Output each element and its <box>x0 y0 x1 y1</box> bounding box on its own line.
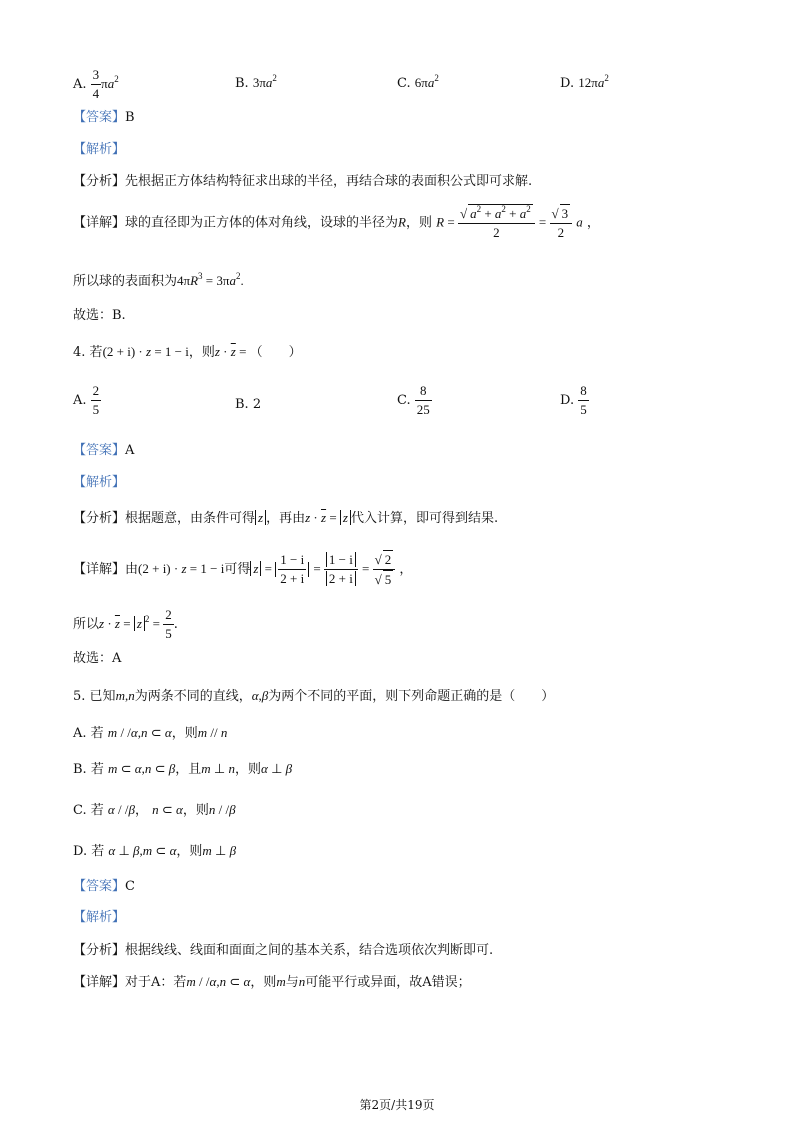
q3-xiangjie: 【详解】球的直径即为正方体的体对角线，设球的半径为R，则 R = $\frac{√ a^2 + a^2 + a^2}{2}$ = $\frac{√ 3}{2}$ a ， <box>73 204 600 240</box>
q4-option-d: D. $\frac{8}{5}$ <box>560 383 587 417</box>
q5-option-c: C. 若 α / /β， n ⊂ α，则n / /β <box>73 802 236 818</box>
q4-fenxi: 【分析】根据题意，由条件可得 z ，再由$z \cdot \overline{z} = z$ 代入计算，即可得到结果. <box>73 510 499 526</box>
q3-jiexi-heading: 【解析】 <box>73 142 126 157</box>
q4-option-c: C. $\frac{8}{25}$ <box>397 383 430 417</box>
fraction-8-5: $\frac{8}{5}$ <box>580 383 587 417</box>
q3-option-c: C. $6\pi a^2$ <box>397 73 439 91</box>
q5-option-a: A. 若 m / /α,n ⊂ α，则m // n <box>73 725 228 741</box>
page-footer: 第2页/共19页 <box>359 1098 435 1112</box>
q4-stem: 4. 若(2 + i) · z = 1 − i，则$z \cdot \overline{z}$ = （ ） <box>73 344 302 360</box>
q5-answer: 【答案】C <box>73 879 135 894</box>
q4-answer: 【答案】A <box>73 443 135 458</box>
q3-option-a: A. $\frac{3}{4}$ $\pi a^2$ <box>73 67 119 101</box>
q5-fenxi: 【分析】根据线线、线面和面面之间的基本关系，结合选项依次判断即可. <box>73 943 494 958</box>
fraction-2-5: $\frac{2}{5}$ <box>92 383 100 417</box>
q3-conclusion: 所以球的表面积为$4\pi R^3 = 3\pi a^2$. <box>73 271 244 289</box>
q5-jiexi-heading: 【解析】 <box>73 910 126 925</box>
q4-xiangjie: 【详解】由(2 + i) · z = 1 − i可得 z = $\frac{1 - i}{2 + i}$ = $\frac{1 - i}{2 + i}$ = $\frac{√ 2}{√ 5}$ ， <box>73 552 413 587</box>
q3-option-b: B. $3\pi a^2$ <box>235 73 277 91</box>
q5-option-b: B. 若 m ⊂ α,n ⊂ β，且m ⊥ n，则α ⊥ β <box>73 761 293 777</box>
q3-option-d: D. $12\pi a^2$ <box>560 73 609 91</box>
q5-xiangjie: 【详解】对于A：若m / /α,n ⊂ α，则m与n可能平行或异面，故A错误； <box>73 974 471 990</box>
q4-option-b: B. 2 <box>235 397 262 412</box>
q4-option-a: A. $\frac{2}{5}$ <box>73 383 100 417</box>
q3-fenxi: 【分析】先根据正方体结构特征求出球的半径，再结合球的表面积公式即可求解. <box>73 174 533 189</box>
q4-jiexi-heading: 【解析】 <box>73 475 126 490</box>
fraction-8-25: $\frac{8}{25}$ <box>416 383 430 417</box>
fraction-3-4: $\frac{3}{4}$ <box>92 67 100 101</box>
radius-fraction: $\frac{√ a^2 + a^2 + a^2}{2}$ <box>458 204 535 242</box>
sqrt2-over-sqrt5: $\frac{√ 2}{√ 5}$ <box>373 550 396 589</box>
q5-stem: 5. 已知m,n为两条不同的直线，α,β为两个不同的平面，则下列命题正确的是（ ） <box>73 688 555 704</box>
q4-guxuan: 故选：A <box>73 651 122 666</box>
sqrt3-over-2: $\frac{√ 3}{2}$ <box>550 204 573 242</box>
q3-guxuan: 故选：B. <box>73 308 126 323</box>
abs-ratio: $\frac{1 - i}{2 + i}$ <box>324 551 358 588</box>
q3-answer: 【答案】B <box>73 110 135 125</box>
q4-conclusion: 所以$z \cdot \overline{z} = z$ $^2$ = $\frac{2}{5}$ . <box>73 607 178 641</box>
q5-option-d: D. 若 α ⊥ β,m ⊂ α，则m ⊥ β <box>73 843 237 859</box>
